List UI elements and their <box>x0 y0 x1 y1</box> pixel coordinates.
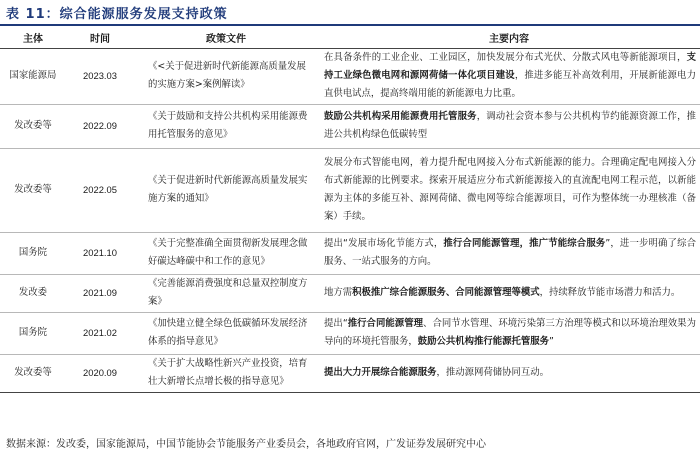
policy-table <box>0 28 700 393</box>
content-text: ，持续释放节能市场潜力和活力。 <box>539 287 681 298</box>
header-time: 时间 <box>66 28 134 48</box>
header-subject: 主体 <box>0 28 66 48</box>
cell-content <box>318 104 700 148</box>
cell-subject: 国务院 <box>0 312 66 354</box>
table-row <box>0 312 700 354</box>
table-row <box>0 232 700 274</box>
table-title: 表 11：综合能源服务发展支持政策 <box>6 6 228 22</box>
cell-content <box>318 312 700 354</box>
cell-content <box>318 354 700 392</box>
content-emphasis: 推行合同能源管理，推广节能综合服务 <box>443 238 606 249</box>
content-text: 、合同节水管理、环境污染第三方治理等模式和以环境治理效果为导向的环境托管服务， <box>324 318 696 347</box>
content-text: ”，进一步明确了综合服务、一站式服务的方向。 <box>324 238 696 267</box>
cell-content <box>318 274 700 312</box>
cell-content <box>318 148 700 232</box>
content-emphasis: 鼓励公共机构推行能源托管服务 <box>417 336 550 347</box>
table-row <box>0 104 700 148</box>
cell-time: 2021.09 <box>66 274 134 312</box>
cell-time: 2020.09 <box>66 354 134 392</box>
content-emphasis: 积极推广综合能源服务、合同能源管理等模式 <box>352 287 540 298</box>
content-text: 发展分布式智能电网，着力提升配电网接入分布式新能源的能力。合理确定配电网接入分布式新能源的比例要求。探索开展适应分布式新能源接入的直流配电网工程示范，以新能源为主体的多能互补、源网荷储、微电网等综合能源项目，可作为整体统一办理核准（备案）手续。 <box>324 157 696 222</box>
cell-document: 《关于鼓励和支持公共机构采用能源费用托管服务的意见》 <box>134 104 318 148</box>
cell-document: 《加快建立健全绿色低碳循环发展经济体系的指导意见》 <box>134 312 318 354</box>
content-emphasis: 鼓励公共机构采用能源费用托管服务 <box>324 111 477 122</box>
cell-time: 2021.10 <box>66 232 134 274</box>
cell-time: 2021.02 <box>66 312 134 354</box>
cell-time: 2022.05 <box>66 148 134 232</box>
table-title-bar <box>0 0 700 26</box>
cell-time: 2022.09 <box>66 104 134 148</box>
cell-subject: 发改委等 <box>0 104 66 148</box>
cell-subject: 国家能源局 <box>0 48 66 104</box>
content-emphasis: 推行合同能源管理 <box>347 318 424 329</box>
cell-document: 《完善能源消费强度和总量双控制度方案》 <box>134 274 318 312</box>
cell-subject: 发改委等 <box>0 148 66 232</box>
content-text: 提出“发展市场化节能方式， <box>324 238 444 249</box>
content-text: 在具备条件的工业企业、工业园区，加快发展分布式光伏、分散式风电等新能源项目， <box>324 52 687 63</box>
content-text: ，调动社会资本参与公共机构节约能源资源工作，推进公共机构绿色低碳转型 <box>324 111 696 140</box>
data-source-note: 数据来源：发改委，国家能源局，中国节能协会节能服务产业委员会，各地政府官网，广发证券发展研究中心 <box>6 439 486 450</box>
table-row <box>0 148 700 232</box>
content-text: 地方需 <box>324 287 353 298</box>
content-emphasis: 提出大力开展综合能源服务 <box>324 367 437 378</box>
table-body <box>0 48 700 392</box>
table-row <box>0 354 700 392</box>
cell-document: 《<关于促进新时代新能源高质量发展的实施方案>案例解读》 <box>134 48 318 104</box>
cell-subject: 发改委等 <box>0 354 66 392</box>
table-row <box>0 274 700 312</box>
content-text: ” <box>549 336 554 347</box>
content-emphasis: 支持工业绿色微电网和源网荷储一体化项目建设 <box>324 52 696 81</box>
content-text: ，推动源网荷储协同互动。 <box>436 367 550 378</box>
table-header-row <box>0 28 700 48</box>
cell-subject: 发改委 <box>0 274 66 312</box>
cell-document: 《关于完整准确全面贯彻新发展理念做好碳达峰碳中和工作的意见》 <box>134 232 318 274</box>
header-document: 政策文件 <box>134 28 318 48</box>
content-text: 提出“ <box>324 318 348 329</box>
cell-content <box>318 232 700 274</box>
cell-document: 《关于促进新时代新能源高质量发展实施方案的通知》 <box>134 148 318 232</box>
header-content: 主要内容 <box>318 28 700 48</box>
table-row <box>0 48 700 104</box>
cell-document: 《关于扩大战略性新兴产业投资，培育壮大新增长点增长极的指导意见》 <box>134 354 318 392</box>
content-text: ，推进多能互补高效利用，开展新能源电力直供电试点，提高终端用能的新能源电力比重。 <box>324 70 696 99</box>
cell-content <box>318 48 700 104</box>
cell-time: 2023.03 <box>66 48 134 104</box>
cell-subject: 国务院 <box>0 232 66 274</box>
